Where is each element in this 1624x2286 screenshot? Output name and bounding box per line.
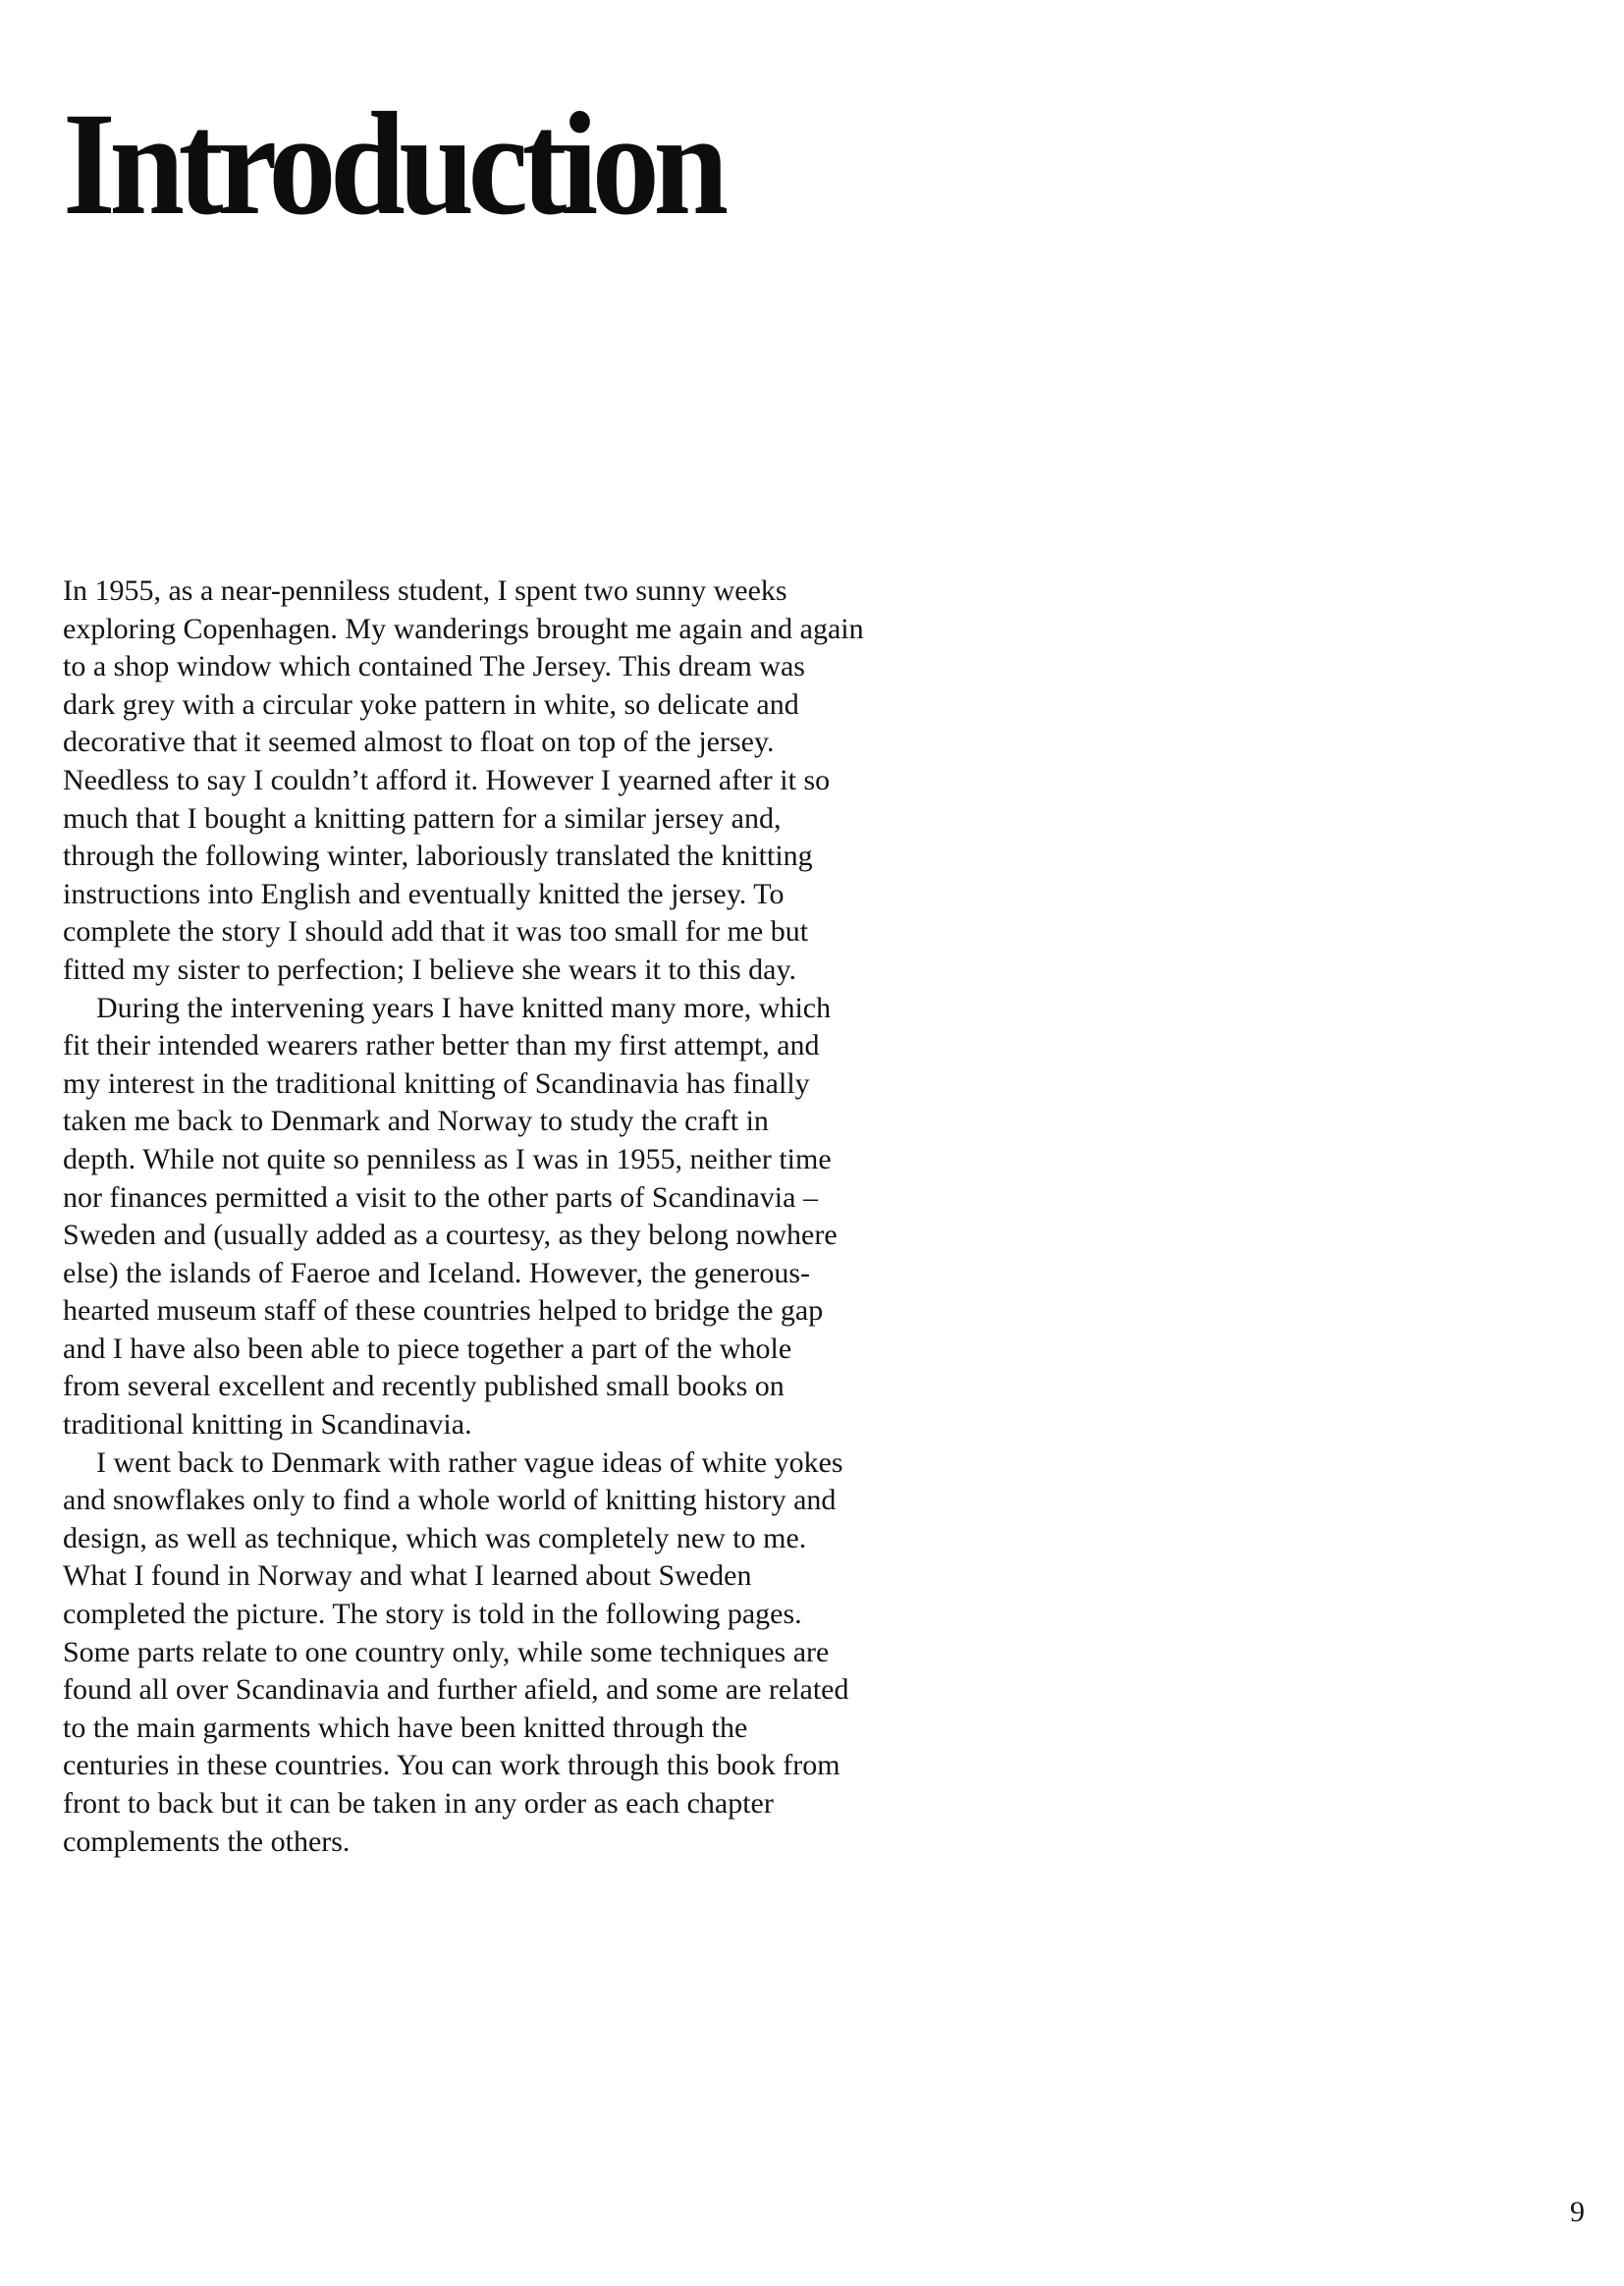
paragraph-2-line: else) the islands of Faeroe and Iceland. However, the generous- [63, 1256, 811, 1289]
paragraph-3-line: complements the others. [63, 1824, 351, 1858]
paragraph-1-line: complete the story I should add that it was too small for me but [63, 915, 809, 949]
paragraph-2-line: from several excellent and recently published small books on [63, 1370, 785, 1403]
paragraph-2-line: hearted museum staff of these countries helped to bridge the gap [63, 1294, 824, 1328]
paragraph-2-line: fit their intended wearers rather better than my first attempt, and [63, 1029, 820, 1062]
page-title: Introduction [63, 82, 723, 245]
introduction-body [63, 572, 1025, 1861]
paragraph-1-line: Needless to say I couldn’t afford it. However I yearned after it so [63, 763, 831, 796]
paragraph-3-line: found all over Scandinavia and further afield, and some are related [63, 1673, 849, 1707]
paragraph-2-line: During the intervening years I have knitted many more, which [96, 991, 832, 1024]
paragraph-1-line: In 1955, as a near-penniless student, I spent two sunny weeks [63, 574, 787, 607]
paragraph-3-line: and snowflakes only to find a whole world of knitting history and [63, 1484, 837, 1517]
paragraph-3-line: front to back but it can be taken in any order as each chapter [63, 1787, 774, 1820]
paragraph-3-line: design, as well as technique, which was completely new to me. [63, 1521, 807, 1554]
paragraph-2-line: taken me back to Denmark and Norway to study the craft in [63, 1105, 769, 1138]
paragraph-1-line: decorative that it seemed almost to float on top of the jersey. [63, 726, 775, 759]
paragraph-1-line: to a shop window which contained The Jersey. This dream was [63, 650, 805, 683]
paragraph-2-line: my interest in the traditional knitting of Scandinavia has finally [63, 1066, 810, 1100]
paragraph-2-line: Sweden and (usually added as a courtesy, as they belong nowhere [63, 1219, 838, 1252]
paragraph-1-line: dark grey with a circular yoke pattern in white, so delicate and [63, 687, 799, 721]
paragraph-1-line: fitted my sister to perfection; I believe she wears it to this day. [63, 952, 797, 986]
paragraph-2-line: depth. While not quite so penniless as I was in 1955, neither time [63, 1142, 832, 1175]
paragraph-3-line: to the main garments which have been knitted through the [63, 1711, 748, 1744]
paragraph-2-line: nor finances permitted a visit to the other parts of Scandinavia – [63, 1180, 818, 1214]
paragraph-2-line: and I have also been able to piece together a part of the whole [63, 1332, 792, 1365]
paragraph-1-line: through the following winter, laboriously translated the knitting [63, 840, 813, 873]
paragraph-3-line: centuries in these countries. You can work through this book from [63, 1749, 840, 1782]
paragraph-1-line: exploring Copenhagen. My wanderings brought me again and again [63, 612, 864, 645]
paragraph-2-line: traditional knitting in Scandinavia. [63, 1408, 472, 1442]
paragraph-3-line: What I found in Norway and what I learned about Sweden [63, 1559, 752, 1593]
paragraph-3-line: completed the picture. The story is told in the following pages. [63, 1598, 802, 1631]
paragraph-3-line: Some parts relate to one country only, while some techniques are [63, 1635, 830, 1668]
paragraph-1-line: much that I bought a knitting pattern for a similar jersey and, [63, 801, 782, 835]
page-number: 9 [1570, 2196, 1585, 2228]
paragraph-3-line: I went back to Denmark with rather vague ideas of white yokes [96, 1445, 843, 1479]
paragraph-1-line: instructions into English and eventually knitted the jersey. To [63, 877, 785, 910]
